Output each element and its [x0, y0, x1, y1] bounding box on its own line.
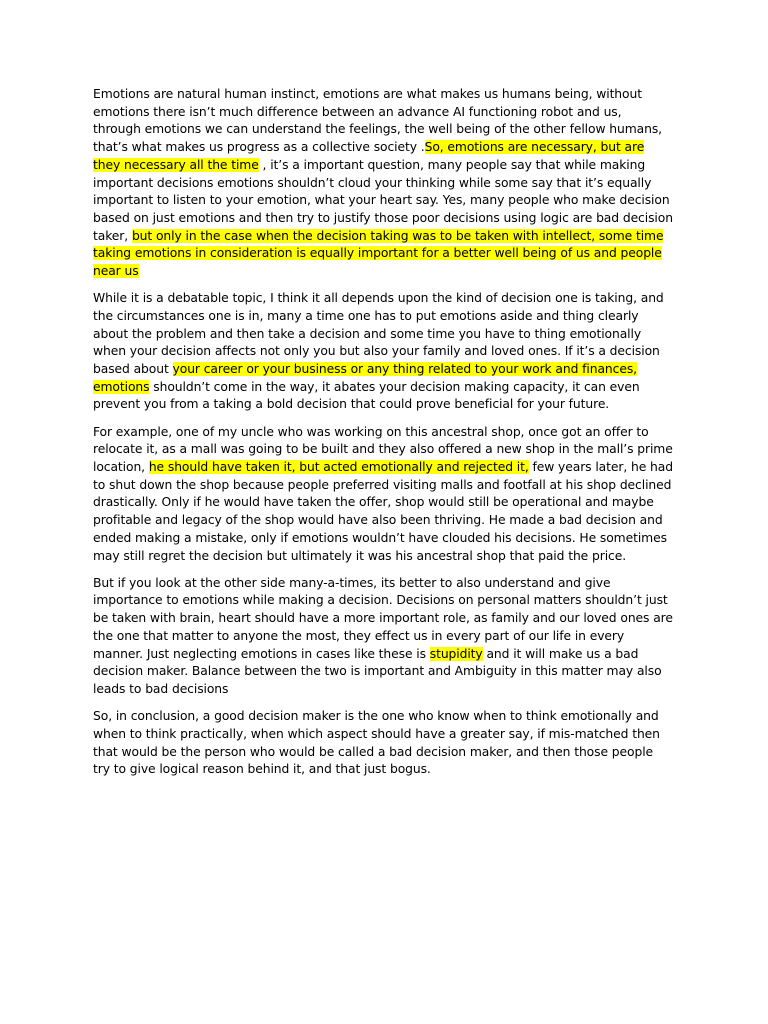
paragraph-4-highlight-1: stupidity: [429, 646, 483, 661]
paragraph-2-text-1: While it is a debatable topic, I think it all depends upon the kind of decision one is taking, and the circumstances one is in, many a time one has to put emotions aside and thing clearly about the problem and then take a decision and some time you have to thing emotionally when your decision affects not only you but also your family and loved ones. If it’s a decision based about: [93, 291, 664, 377]
paragraph-3: [93, 424, 673, 566]
paragraph-1: [93, 86, 673, 281]
paragraph-1-text-1: Emotions are natural human instinct, emotions are what makes us humans being, without emotions there isn’t much difference between an advance AI functioning robot and us, through emotions we can understand the feelings, the well being of the other fellow humans, that’s what makes us progress as a collective society .: [93, 87, 662, 155]
paragraph-2: [93, 290, 673, 414]
paragraph-3-highlight-1: he should have taken it, but acted emotionally and rejected it,: [148, 460, 529, 475]
paragraph-1-highlight-2: but only in the case when the decision taking was to be taken with intellect, some time taking emotions in consideration is equally important for a better well being of us and people near us: [93, 228, 664, 279]
paragraph-1-highlight-1: So, emotions are necessary, but are they necessary all the time: [93, 140, 645, 172]
paragraph-5: [93, 708, 673, 779]
paragraph-1-text-2: , it’s a important question, many people say that while making important decisions emotions shouldn’t cloud your thinking while some say that it’s equally important to listen to your emotion, what your heart say. Yes, many people who make decision based on just emotions and then try to justify those poor decisions using logic are bad decision taker,: [93, 157, 673, 243]
paragraph-5-text-1: So, in conclusion, a good decision maker is the one who know when to think emotionally and when to think practically, when which aspect should have a greater say, if mis-matched then that would be the person who would be called a bad decision maker, and then those people try to give logical reason behind it, and that just bogus.: [93, 709, 660, 777]
paragraph-4-text-1: But if you look at the other side many-a-times, its better to also understand and give importance to emotions while making a decision. Decisions on personal matters shouldn’t just be taken with brain, heart should have a more important role, as family and our loved ones are the one that matter to anyone the most, they effect us in every part of our life in every manner. Just neglecting emotions in cases like these is: [93, 575, 673, 661]
paragraph-3-text-1: For example, one of my uncle who was working on this ancestral shop, once got an offer to relocate it, as a mall was going to be built and they also offered a new shop in the mall’s prime location,: [93, 424, 673, 475]
paragraph-2-text-2: shouldn’t come in the way, it abates your decision making capacity, it can even prevent you from a taking a bold decision that could prove beneficial for your future.: [93, 379, 640, 412]
paragraph-4-text-2: and it will make us a bad decision maker. Balance between the two is important and Ambiguity in this matter may also leads to bad decisions: [93, 646, 662, 696]
paragraph-2-highlight-1: your career or your business or any thing related to your work and finances, emotions: [93, 362, 637, 394]
paragraph-4: [93, 575, 673, 699]
paragraph-3-text-2: few years later, he had to shut down the shop because people preferred visiting malls and footfall at his shop declined drastically. Only if he would have taken the offer, shop would still be operational and maybe profitable and legacy of the shop would have also been thriving. He made a bad decision and ended making a mistake, only if emotions wouldn’t have clouded his decisions. He sometimes may still regret the decision but ultimately it was his ancestral shop that paid the price.: [93, 460, 673, 563]
document-page: [93, 86, 673, 789]
